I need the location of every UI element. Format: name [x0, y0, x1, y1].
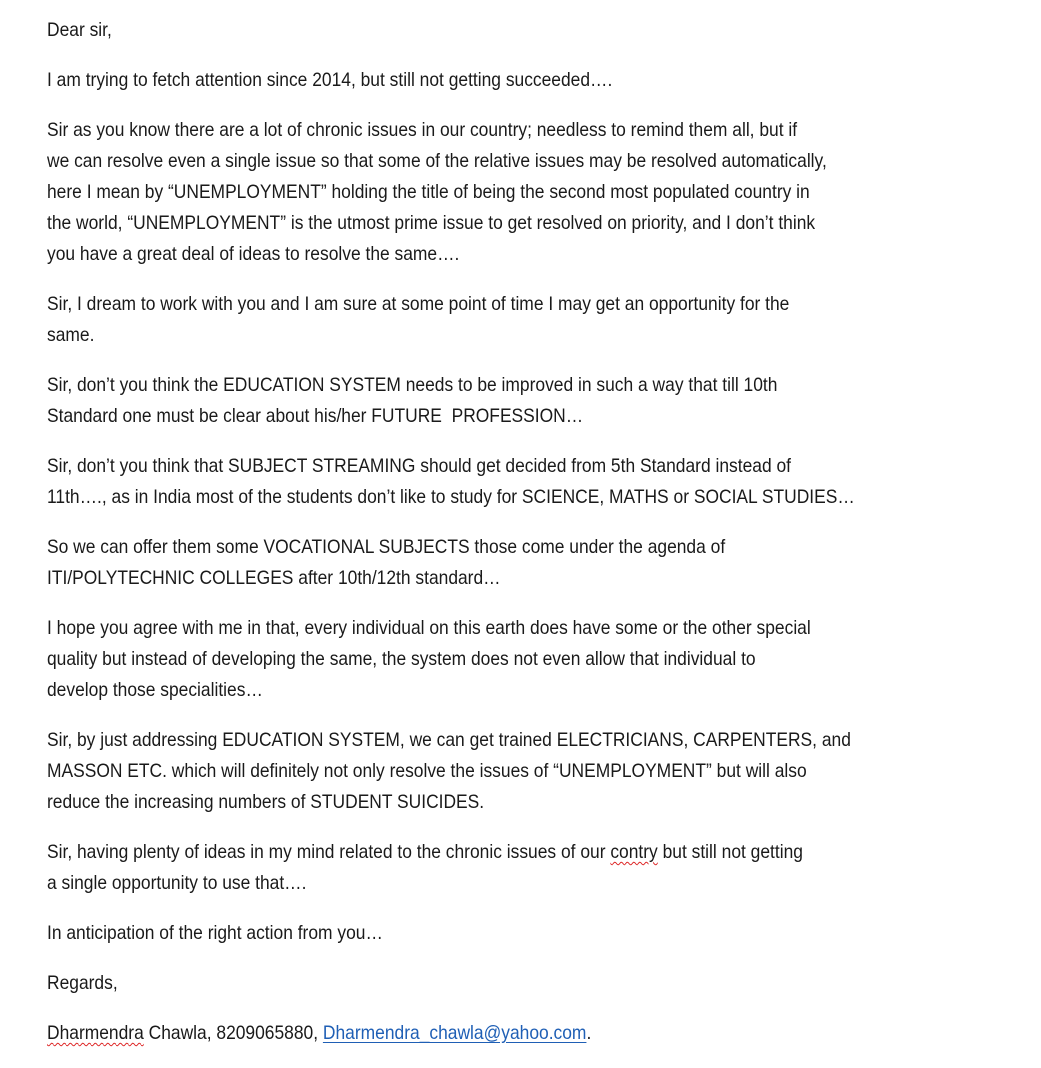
signature-end: .	[586, 1022, 592, 1044]
paragraph-line: Sir, don’t you think that SUBJECT STREAMING should get decided from 5th Standard instead of	[47, 455, 792, 477]
ideas-text-before: Sir, having plenty of ideas in my mind related to the chronic issues of our	[47, 841, 611, 863]
ideas-paragraph	[47, 837, 1041, 899]
salutation	[47, 15, 1041, 46]
paragraph-line: Sir, by just addressing EDUCATION SYSTEM, we can get trained ELECTRICIANS, CARPENTERS, and	[47, 729, 851, 751]
body-paragraph	[47, 115, 1041, 270]
body-paragraph	[47, 532, 1041, 594]
salutation-text: Dear sir,	[47, 19, 112, 41]
body-paragraph	[47, 613, 1041, 706]
paragraph-line: reduce the increasing numbers of STUDENT SUICIDES.	[47, 791, 485, 813]
paragraph-line: ITI/POLYTECHNIC COLLEGES after 10th/12th standard…	[47, 567, 501, 589]
ideas-line-2: a single opportunity to use that….	[47, 872, 307, 894]
paragraph-line: the world, “UNEMPLOYMENT” is the utmost prime issue to get resolved on priority, and I don’t think	[47, 212, 816, 234]
letter-body	[47, 65, 1041, 818]
paragraph-line: I am trying to fetch attention since 2014, but still not getting succeeded….	[47, 69, 613, 91]
body-paragraph	[47, 725, 1041, 818]
anticipation-paragraph	[47, 918, 1041, 949]
email-link[interactable]: Dharmendra_chawla@yahoo.com	[322, 1022, 587, 1044]
paragraph-line: we can resolve even a single issue so that some of the relative issues may be resolved automatically,	[47, 150, 827, 172]
paragraph-line: So we can offer them some VOCATIONAL SUBJECTS those come under the agenda of	[47, 536, 726, 558]
ideas-line-1	[47, 837, 1041, 868]
paragraph-line: MASSON ETC. which will definitely not only resolve the issues of “UNEMPLOYMENT” but will also	[47, 760, 807, 782]
ideas-text-after: but still not getting	[657, 841, 803, 863]
paragraph-line: Sir, don’t you think the EDUCATION SYSTEM needs to be improved in such a way that till 10th	[47, 374, 778, 396]
paragraph-line: Standard one must be clear about his/her FUTURE PROFESSION…	[47, 405, 584, 427]
paragraph-line: same.	[47, 324, 95, 346]
paragraph-line: here I mean by “UNEMPLOYMENT” holding the title of being the second most populated country in	[47, 181, 810, 203]
signature-first-name[interactable]: Dharmendra	[47, 1022, 144, 1044]
body-paragraph	[47, 370, 1041, 432]
letter-document	[47, 15, 1041, 1068]
body-paragraph	[47, 451, 1041, 513]
signature-line	[47, 1018, 1041, 1049]
anticipation-text: In anticipation of the right action from you…	[47, 922, 383, 944]
paragraph-line: Sir as you know there are a lot of chronic issues in our country; needless to remind them all, but if	[47, 119, 798, 141]
closing-text: Regards,	[47, 972, 118, 994]
closing-paragraph	[47, 968, 1041, 999]
paragraph-line: Sir, I dream to work with you and I am sure at some point of time I may get an opportunity for the	[47, 293, 790, 315]
paragraph-line: I hope you agree with me in that, every individual on this earth does have some or the other special	[47, 617, 811, 639]
signature	[47, 1018, 1041, 1049]
paragraph-line: quality but instead of developing the same, the system does not even allow that individual to	[47, 648, 756, 670]
signature-name-phone: Chawla, 8209065880,	[143, 1022, 323, 1044]
body-paragraph	[47, 65, 1041, 96]
paragraph-line: you have a great deal of ideas to resolve the same….	[47, 243, 460, 265]
paragraph-line: develop those specialities…	[47, 679, 263, 701]
body-paragraph	[47, 289, 1041, 351]
misspelled-word[interactable]: contry	[610, 841, 658, 863]
paragraph-line: 11th…., as in India most of the students don’t like to study for SCIENCE, MATHS or SOCIAL STUDIES…	[47, 486, 855, 508]
